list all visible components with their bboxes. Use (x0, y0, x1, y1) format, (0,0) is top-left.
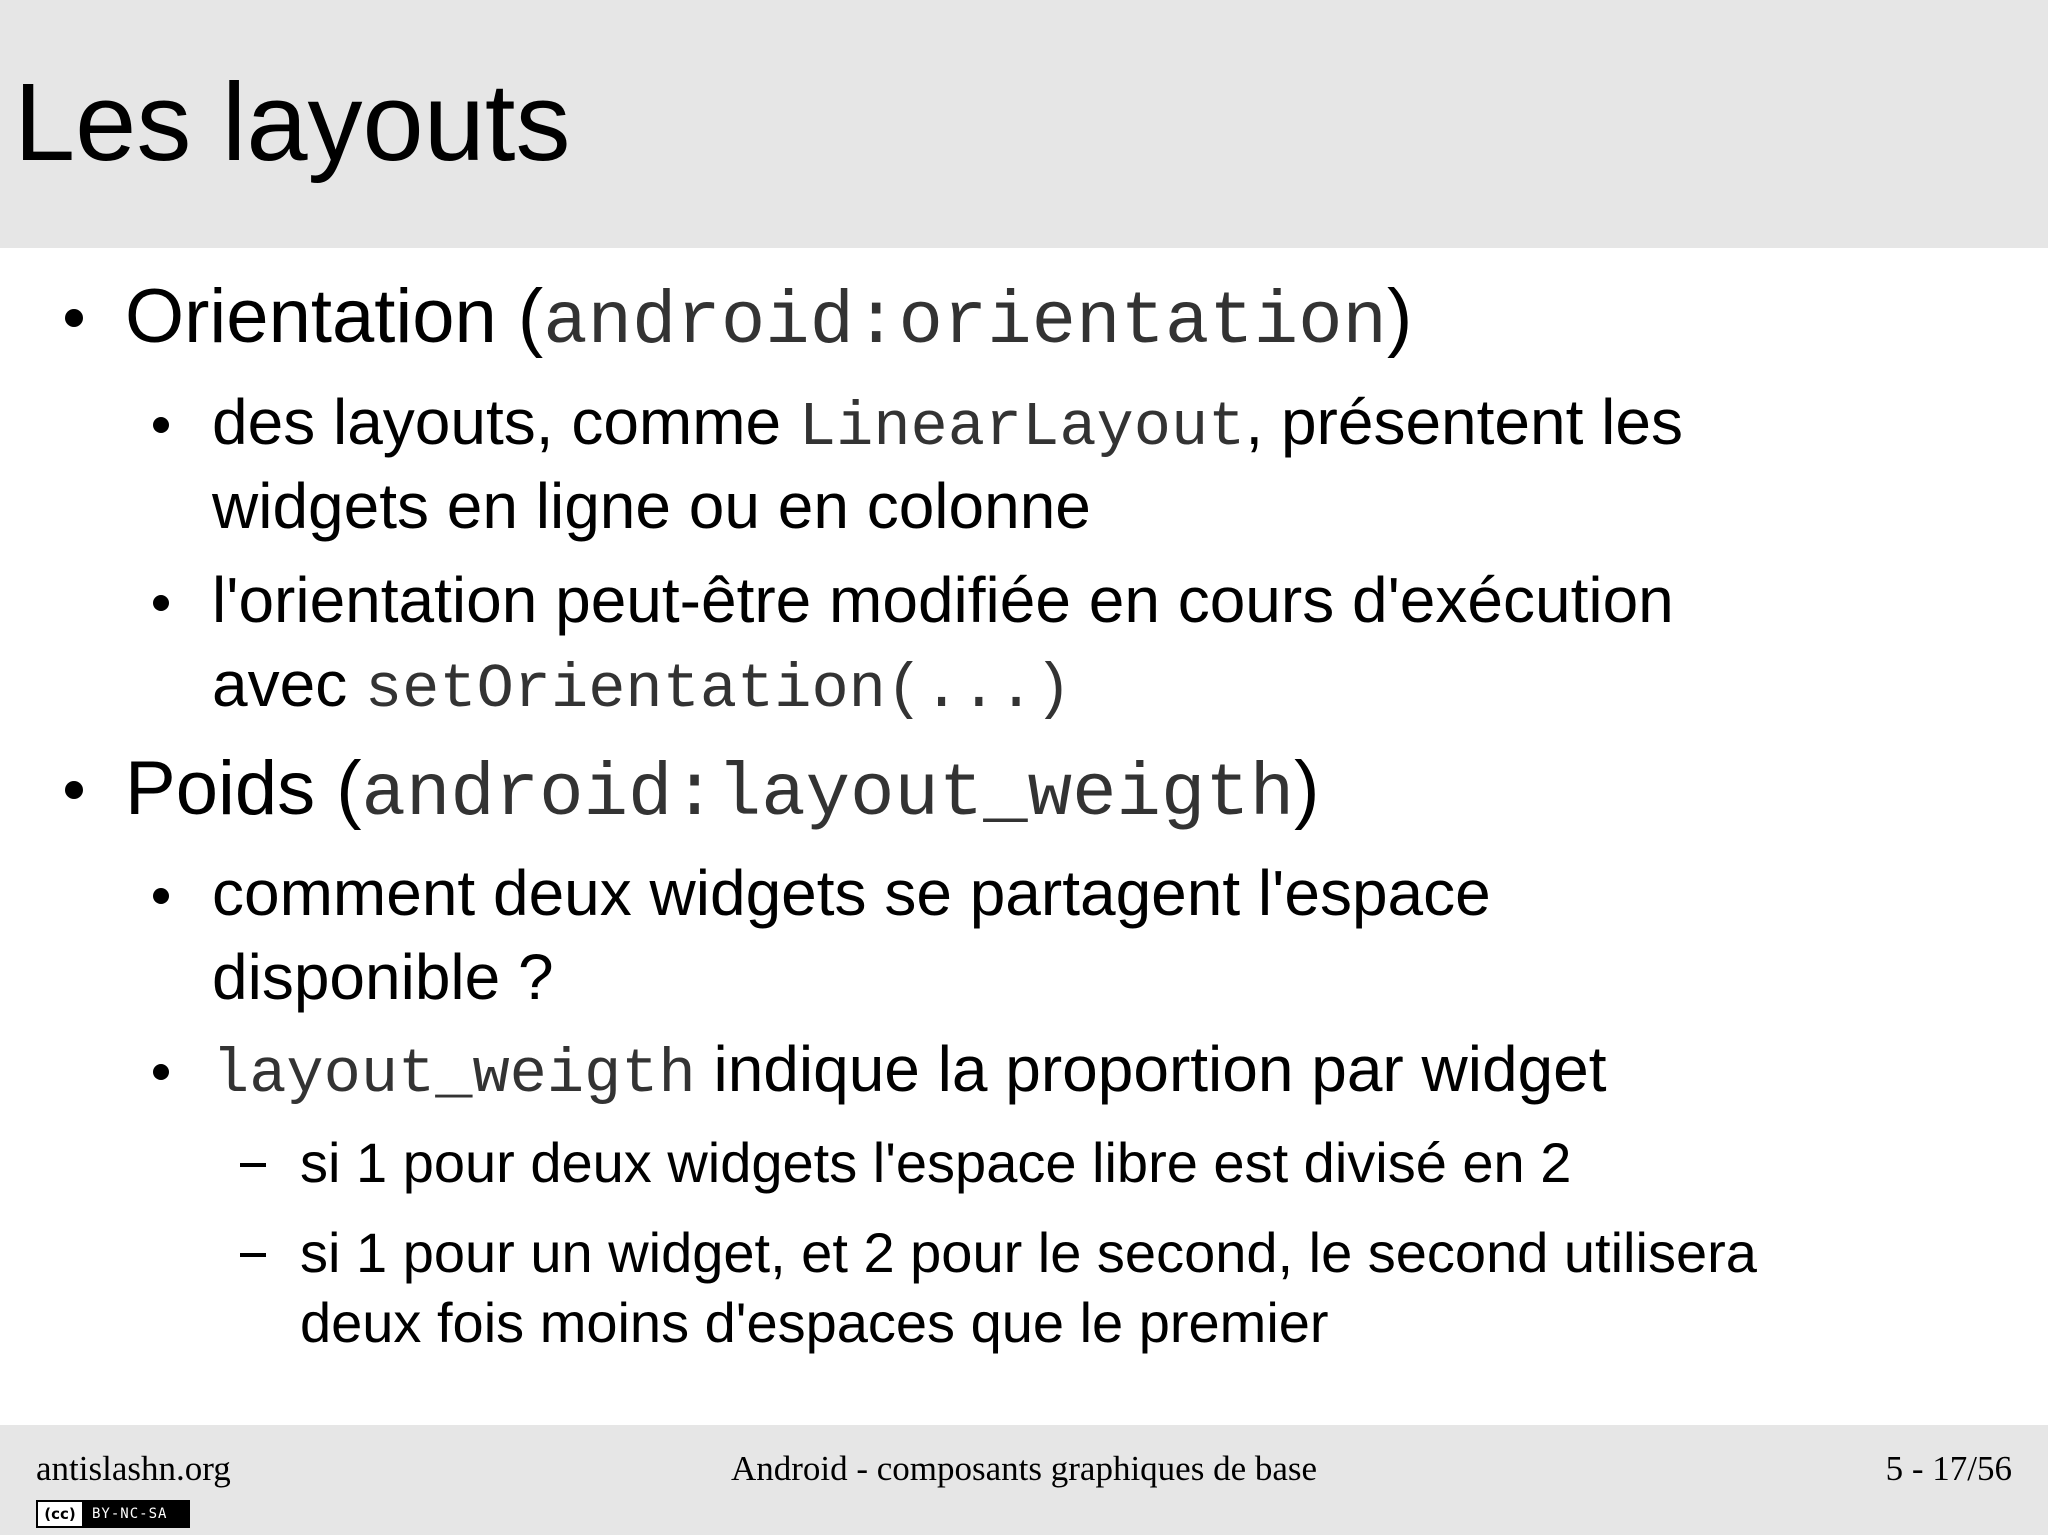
bullet-dot (153, 888, 169, 904)
code-snippet: LinearLayout (798, 392, 1246, 463)
code-snippet: setOrientation(...) (364, 654, 1072, 725)
bullet-text: ) (1386, 274, 1413, 359)
bullet-text: Poids ( (125, 746, 362, 831)
cc-license-badge (36, 1500, 190, 1528)
bullet-setorientation: l'orientation peut-être modifiée en cours d'exécution (212, 564, 1674, 636)
bullet-linearlayout (212, 380, 1683, 470)
code-snippet: android:orientation (543, 281, 1387, 365)
bullet-orientation (125, 272, 1412, 368)
bullet-divise: si 1 pour deux widgets l'espace libre est divisé en 2 (300, 1131, 1572, 1194)
cc-icon: (cc) (38, 1502, 82, 1526)
bullet-text: Orientation ( (125, 274, 544, 359)
bullet-poids (125, 744, 1319, 840)
bullet-text: ) (1294, 746, 1320, 831)
bullet-dot (153, 595, 169, 611)
bullet-dot (65, 781, 83, 799)
footer-site: antislashn.org (36, 1449, 231, 1488)
license-label: BY-NC-SA (92, 1506, 168, 1522)
bullet-second: si 1 pour un widget, et 2 pour le second, le second utilisera (300, 1221, 1757, 1284)
bullet-linearlayout-line2: widgets en ligne ou en colonne (212, 470, 1091, 542)
bullet-text: , présentent les (1245, 386, 1683, 458)
bullet-text: avec (212, 648, 365, 720)
bullet-setorientation-line2 (212, 642, 1072, 732)
bullet-partage-line2: disponible ? (212, 941, 554, 1013)
bullet-text: des layouts, comme (212, 386, 799, 458)
bullet-dot (153, 417, 169, 433)
bullet-dot (65, 309, 83, 327)
bullet-partage: comment deux widgets se partagent l'espace (212, 857, 1491, 929)
bullet-dot (153, 1064, 169, 1080)
code-snippet: layout_weigth (212, 1039, 696, 1110)
bullet-text: indique la proportion par widget (695, 1033, 1607, 1105)
bullet-second-line2: deux fois moins d'espaces que le premier (300, 1291, 1329, 1354)
slide-title: Les layouts (14, 61, 571, 184)
footer-page-number: 5 - 17/56 (1885, 1449, 2012, 1488)
footer-course: Android - composants graphiques de base (730, 1449, 1318, 1488)
dash-bullet (240, 1163, 266, 1167)
dash-bullet (240, 1253, 266, 1257)
code-snippet: android:layout_weigth (361, 753, 1295, 837)
bullet-proportion (212, 1027, 1607, 1117)
